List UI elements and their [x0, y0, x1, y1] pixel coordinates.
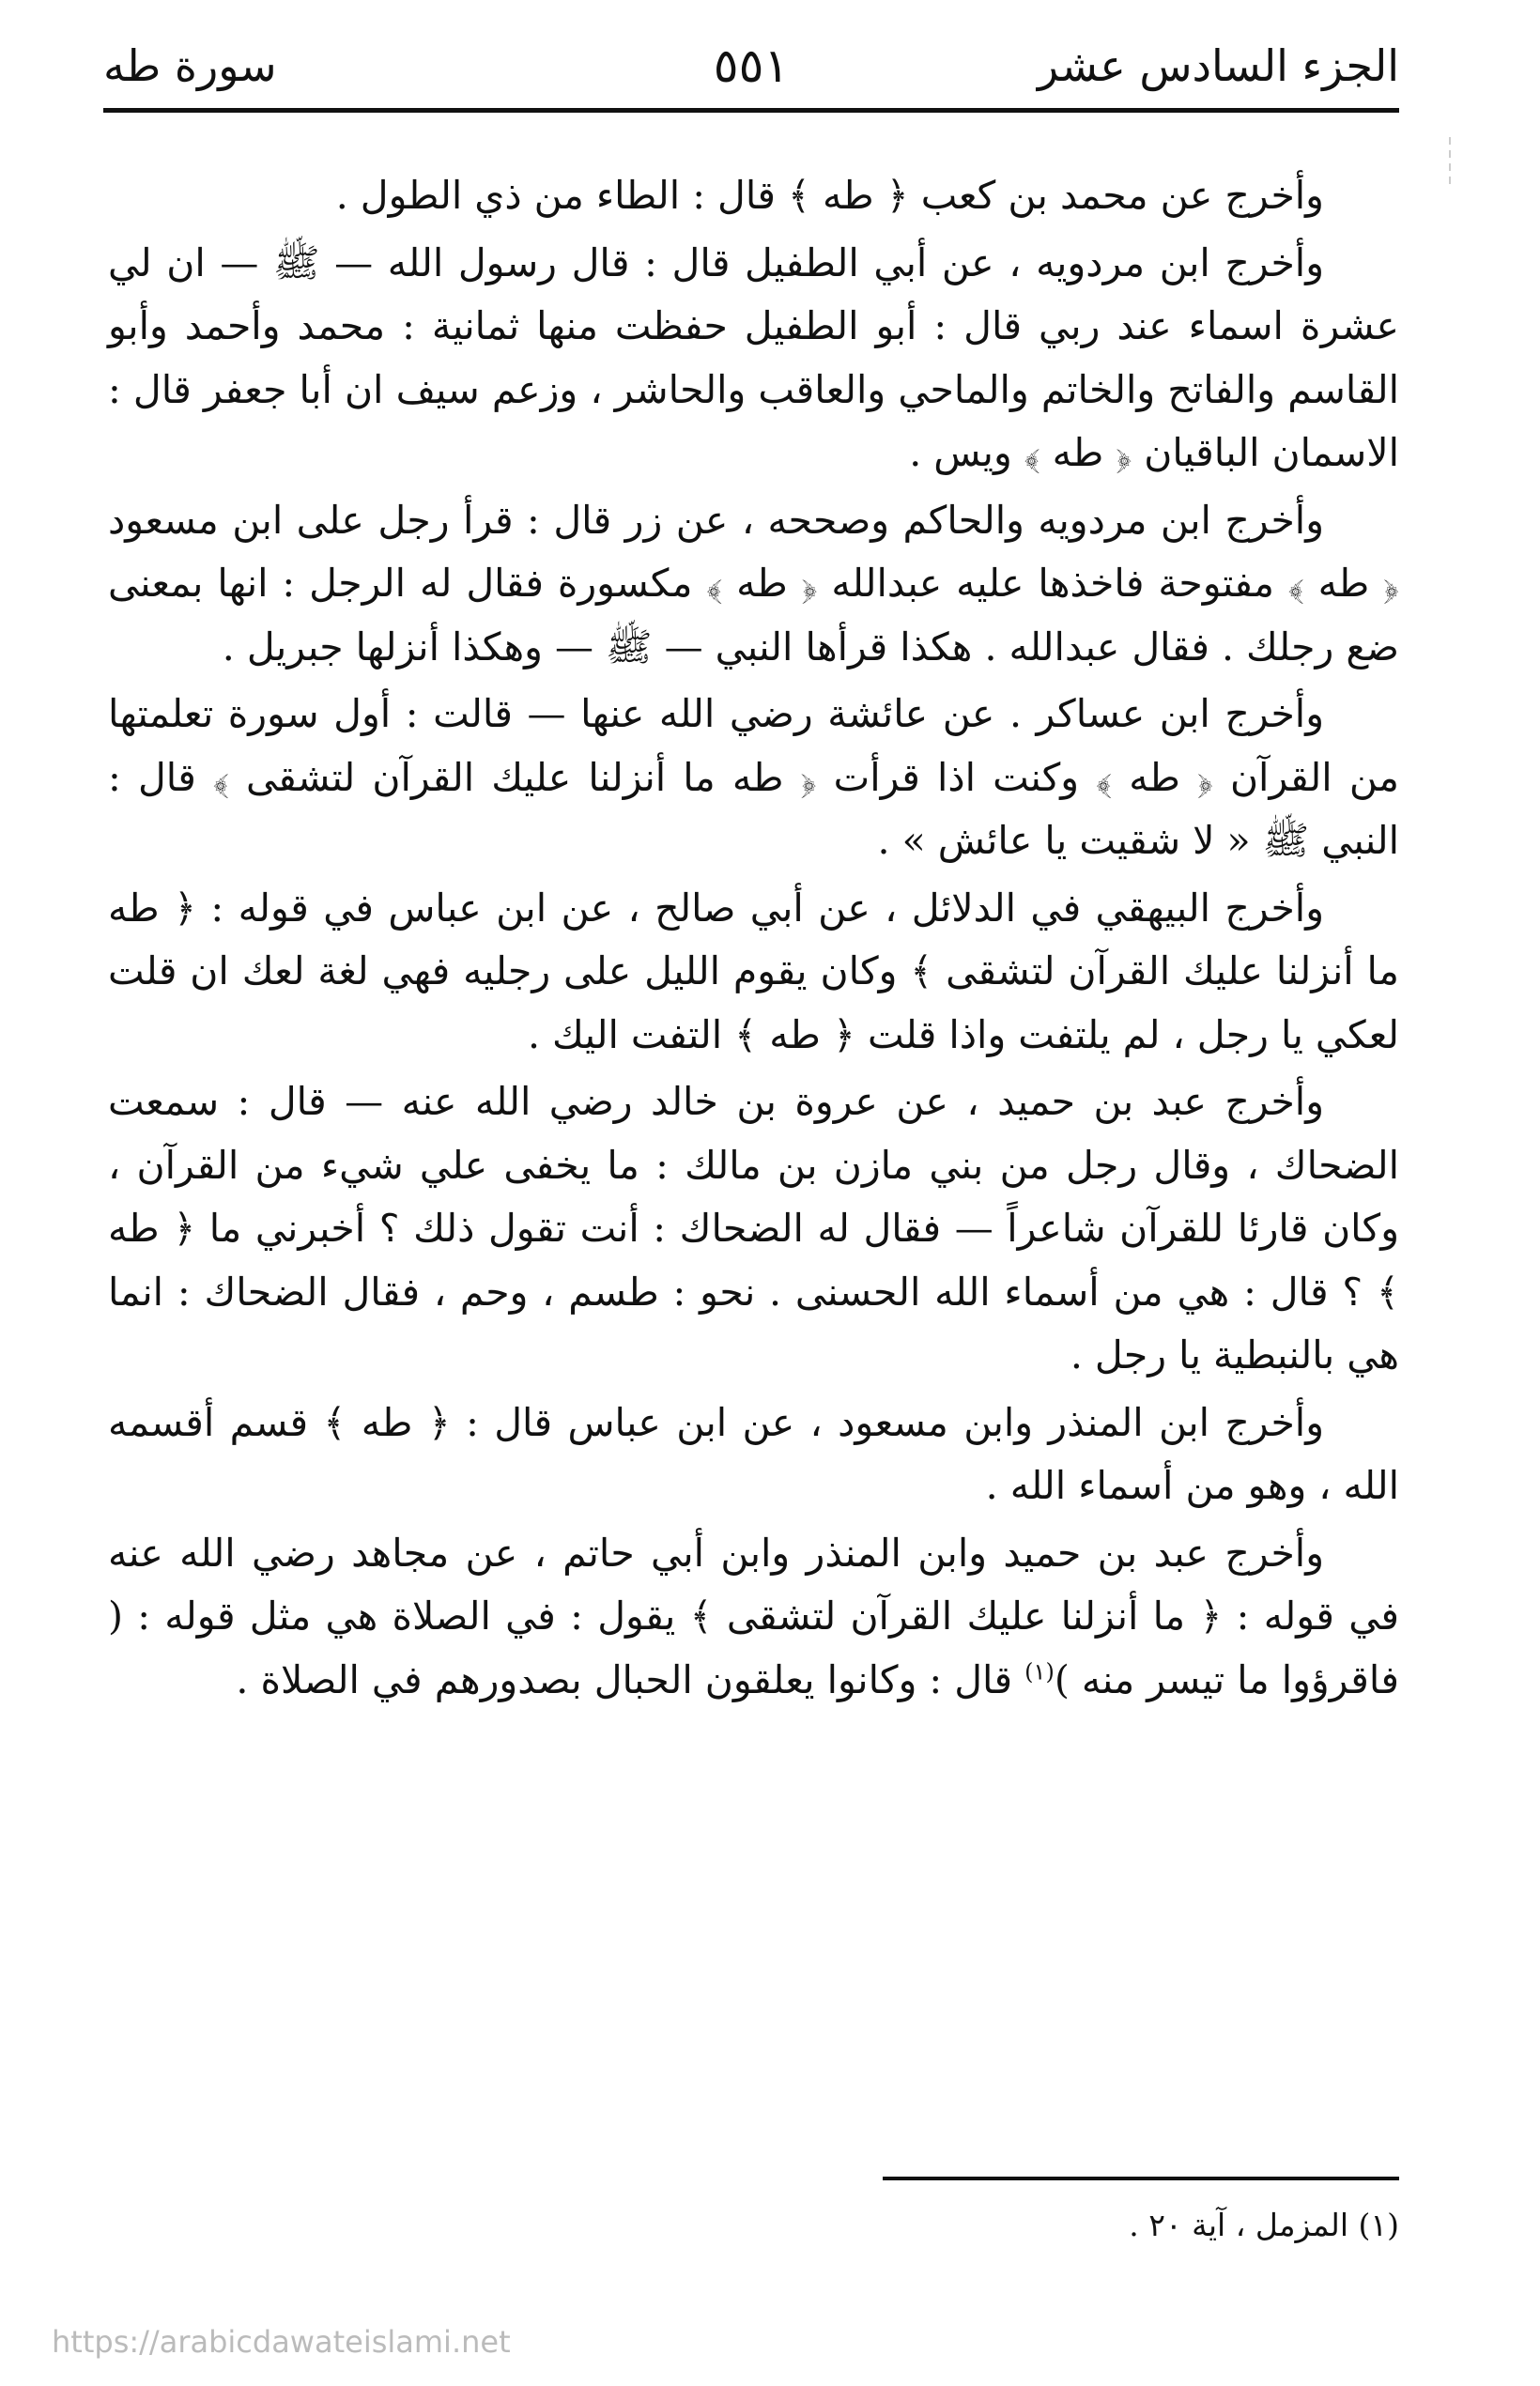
header-rule [103, 108, 1399, 113]
footnote-rule [883, 2177, 1399, 2180]
scan-mark [1449, 150, 1451, 158]
paragraph: وأخرج ابن مردويه ، عن أبي الطفيل قال : قال رسول الله — ﷺ — ان لي عشرة اسماء عند ربي قال : أبو الطفيل حفظت منها ثمانية : محمد وأحمد وأبو القاسم والفاتح والخاتم والماحي والعاقب والحاشر ، وزعم سيف ان أبا جعفر قال : الاسمان الباقيان ﴿ طه ﴾ ويس . [108, 239, 1399, 475]
paragraph-text: وأخرج عبد بن حميد وابن المنذر وابن أبي حاتم ، عن مجاهد رضي الله عنه في قوله : ﴿ ما أنزلنا عليك القرآن لتشقى ﴾ يقول : في الصلاة هي مثل قوله : ( فاقرؤوا ما تيسر منه ) [108, 1530, 1399, 1702]
paragraph: وأخرج البيهقي في الدلائل ، عن أبي صالح ، عن ابن عباس في قوله : ﴿ طه ما أنزلنا عليك القرآن لتشقى ﴾ وكان يقوم الليل على رجليه فهي لغة لعك ان قلت لعكي يا رجل ، لم يلتفت واذا قلت ﴿ طه ﴾ التفت اليك . [108, 885, 1399, 1057]
page-number: ٥٥١ [713, 38, 790, 93]
part-label: الجزء السادس عشر [1037, 40, 1399, 91]
paragraph: وأخرج عبد بن حميد ، عن عروة بن خالد رضي الله عنه — قال : سمعت الضحاك ، وقال رجل من بني مازن بن مالك : ما يخفى علي شيء من القرآن ، وكان قارئا للقرآن شاعراً — فقال له الضحاك : أنت تقول ذلك ؟ أخبرني ما ﴿ طه ﴾ ؟ قال : هي من أسماء الله الحسنى . نحو : طسم ، وحم ، فقال الضحاك : انما هي بالنبطية يا رجل . [108, 1079, 1399, 1378]
paragraph: وأخرج ابن المنذر وابن مسعود ، عن ابن عباس قال : ﴿ طه ﴾ قسم أقسمه الله ، وهو من أسماء الله . [108, 1399, 1399, 1508]
paragraph-last [108, 1522, 1399, 1713]
page-header [103, 28, 1399, 103]
footnote: (١) المزمل ، آية ٢٠ . [1129, 2207, 1399, 2243]
paragraph: وأخرج ابن مردويه والحاكم وصححه ، عن زر قال : قرأ رجل على ابن مسعود ﴿ طه ﴾ مفتوحة فاخذها عليه عبدالله ﴿ طه ﴾ مكسورة فقال له الرجل : انها بمعنى ضع رجلك . فقال عبدالله . هكذا قرأها النبي — ﷺ — وهكذا أنزلها جبريل . [108, 497, 1399, 670]
footnote-marker[interactable]: (١) [1024, 1657, 1055, 1685]
scan-mark [1449, 137, 1451, 145]
paragraph: وأخرج عن محمد بن كعب ﴿ طه ﴾ قال : الطاء من ذي الطول . [335, 173, 1324, 218]
surah-label: سورة طه [103, 40, 277, 91]
watermark-url: https://arabicdawateislami.net [52, 2324, 511, 2360]
scan-mark [1449, 163, 1451, 171]
paragraph: وأخرج ابن عساكر . عن عائشة رضي الله عنها — قالت : أول سورة تعلمتها من القرآن ﴿ طه ﴾ وكنت اذا قرأت ﴿ طه ما أنزلنا عليك القرآن لتشقى ﴾ قال : النبي ﷺ « لا شقيت يا عائش » . [108, 691, 1399, 863]
scan-mark [1449, 177, 1451, 184]
main-text [108, 164, 1399, 1716]
scan-edge-marks [1449, 131, 1453, 244]
paragraph-text: قال : وكانوا يعلقون الحبال بصدورهم في الصلاة . [236, 1656, 1025, 1702]
